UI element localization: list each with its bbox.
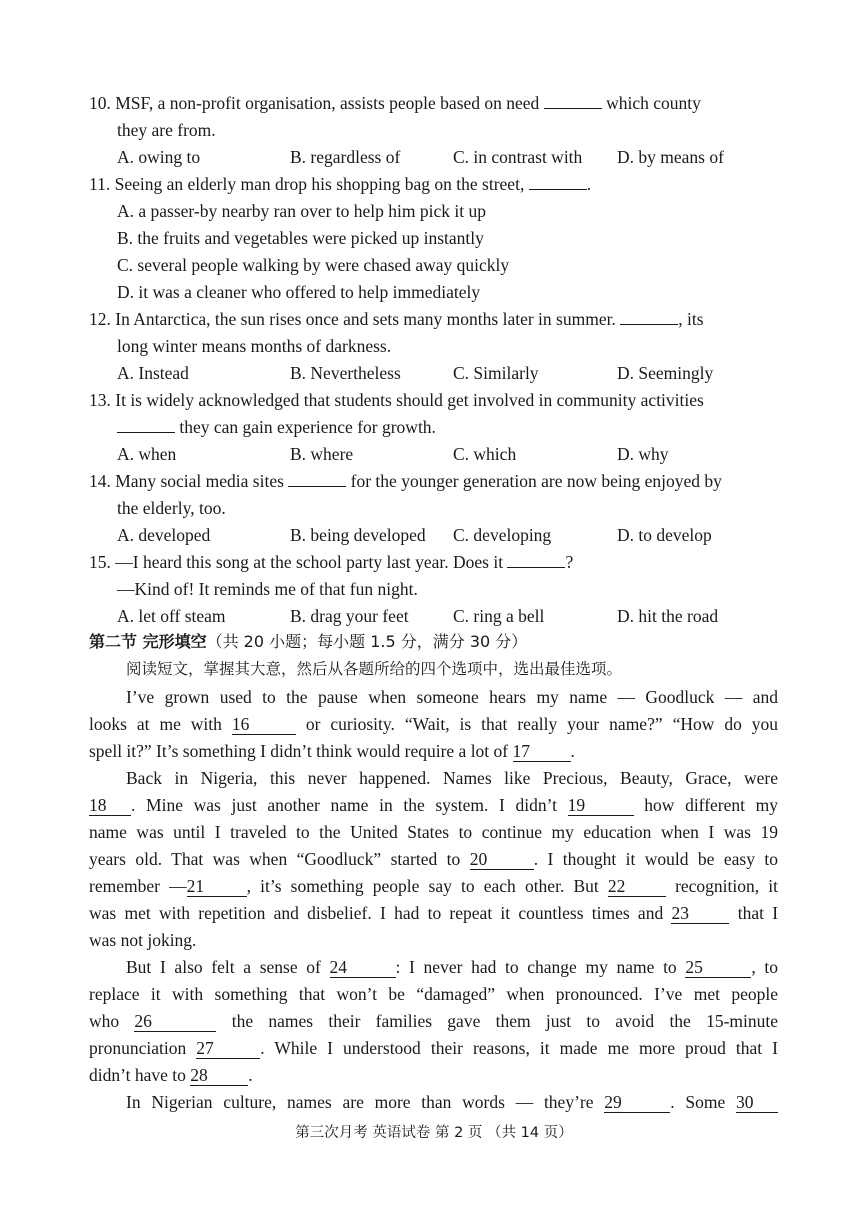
question-stem-part2: for the younger generation are now being enjoyed by: [346, 471, 722, 491]
option-a: A. a passer-by nearby ran over to help him pick it up: [117, 201, 486, 221]
passage-line: Back in Nigeria, this never happened. Names like Precious, Beauty, Grace, were: [126, 768, 778, 788]
question-15: [89, 549, 779, 630]
question-stem-part2: which county: [601, 93, 701, 113]
question-12: [89, 306, 779, 387]
blank-26: 26: [134, 1011, 216, 1032]
question-stem-part2: ?: [565, 552, 574, 572]
blank-21: 21: [187, 876, 247, 897]
passage-line: was met with repetition and disbelief. I had to repeat it countless times and 23 that I: [89, 903, 779, 923]
question-number: 14.: [89, 471, 116, 491]
answer-blank: [544, 90, 602, 109]
blank-20: 20: [470, 849, 534, 870]
question-number: 10.: [89, 93, 116, 113]
question-stem-part1: Many social media sites: [115, 471, 289, 491]
question-stem: [89, 387, 779, 414]
question-number: 12.: [89, 309, 116, 329]
question-number: 15.: [89, 552, 116, 572]
option-c: C. Similarly: [453, 363, 539, 383]
option-b: B. the fruits and vegetables were picked up instantly: [117, 228, 484, 248]
question-10: [89, 90, 779, 171]
option-d: D. Seemingly: [617, 363, 714, 383]
passage-line: spell it?” It’s something I didn’t think would require a lot of 17 .: [89, 741, 575, 761]
option-d: D. to develop: [617, 525, 712, 545]
page-footer: 第三次月考 英语试卷 第 2 页 （共 14 页）: [295, 1125, 573, 1141]
passage-line: 18 . Mine was just another name in the system. I didn’t 19 how different my: [89, 795, 779, 815]
question-14: [89, 468, 779, 549]
option-b: B. regardless of: [290, 147, 401, 167]
options-row: [89, 144, 779, 171]
passage-line: years old. That was when “Goodluck” started to 20 . I thought it would be easy to: [89, 849, 778, 869]
option-a: A. let off steam: [117, 606, 226, 626]
option-d: D. by means of: [617, 147, 724, 167]
option-b: B. being developed: [290, 525, 426, 545]
section-title: [89, 628, 527, 655]
answer-blank: [507, 549, 565, 568]
passage-line: But I also felt a sense of 24 : I never had to change my name to 25 , to: [126, 957, 779, 977]
option-b: B. where: [290, 444, 354, 464]
option-b: B. drag your feet: [290, 606, 409, 626]
options-row: [89, 360, 779, 387]
blank-30: 30: [736, 1092, 778, 1113]
question-13: [89, 387, 779, 468]
answer-blank: [288, 468, 346, 487]
blank-23: 23: [671, 903, 729, 924]
passage-line: pronunciation 27 . While I understood their reasons, it made me more proud that I: [89, 1038, 778, 1058]
option-c: C. several people walking by were chased away quickly: [117, 255, 510, 275]
option-b: B. Nevertheless: [290, 363, 401, 383]
option-a: A. Instead: [117, 363, 189, 383]
question-stem-continued: long winter means months of darkness.: [117, 336, 392, 356]
blank-19: 19: [568, 795, 634, 816]
question-stem-part1: It is widely acknowledged that students should get involved in community activities: [115, 390, 704, 410]
answer-blank: [529, 171, 587, 190]
question-stem-part1: Seeing an elderly man drop his shopping bag on the street,: [114, 174, 529, 194]
blank-17: 17: [513, 741, 571, 762]
option-d: D. hit the road: [617, 606, 719, 626]
option-a: A. owing to: [117, 147, 201, 167]
question-number: 11.: [89, 174, 115, 194]
passage-line: replace it with something that won’t be “damaged” when pronounced. I’ve met people: [89, 984, 778, 1004]
passage-line: remember —21 , it’s something people say to each other. But 22 recognition, it: [89, 876, 779, 896]
passage-line: name was until I traveled to the United States to continue my education when I was 19: [89, 822, 778, 842]
option-a: A. when: [117, 444, 177, 464]
question-stem-part2: , its: [678, 309, 704, 329]
question-stem-part2: .: [586, 174, 592, 194]
answer-blank: [117, 414, 175, 433]
option-c: C. ring a bell: [453, 606, 545, 626]
question-stem-continued: the elderly, too.: [117, 498, 226, 518]
blank-22: 22: [608, 876, 666, 897]
passage-line: In Nigerian culture, names are more than words — they’re 29 . Some 30: [89, 1089, 778, 1116]
option-a: A. developed: [117, 525, 211, 545]
question-stem-continued: they are from.: [117, 120, 216, 140]
blank-27: 27: [196, 1038, 260, 1059]
section-instructions: 阅读短文，掌握其大意，然后从各题所给的四个选项中，选出最佳选项。: [126, 660, 623, 678]
section-heading: 第二节 完形填空: [89, 632, 207, 651]
blank-18: 18: [89, 795, 131, 816]
answer-blank: [620, 306, 678, 325]
question-stem-part1: MSF, a non-profit organisation, assists people based on need: [115, 93, 544, 113]
question-stem-part1: In Antarctica, the sun rises once and sets many months later in summer.: [115, 309, 621, 329]
dialogue-reply: —Kind of! It reminds me of that fun night.: [117, 579, 418, 599]
blank-16: 16: [232, 714, 296, 735]
options-row: [89, 603, 779, 630]
passage-line: I’ve grown used to the pause when someone hears my name — Goodluck — and: [126, 687, 778, 707]
blank-24: 24: [330, 957, 396, 978]
blank-25: 25: [685, 957, 751, 978]
option-d: D. it was a cleaner who offered to help immediately: [117, 282, 481, 302]
blank-29: 29: [604, 1092, 670, 1113]
section-scoring: （共 20 小题；每小题 1.5 分，满分 30 分）: [206, 632, 528, 651]
question-stem-part1: —I heard this song at the school party last year. Does it: [115, 552, 508, 572]
option-d: D. why: [617, 444, 669, 464]
option-c: C. in contrast with: [453, 147, 583, 167]
question-stem-part2: they can gain experience for growth.: [175, 417, 436, 437]
option-c: C. developing: [453, 525, 552, 545]
options-row: [89, 522, 779, 549]
passage-line: who 26 the names their families gave them just to avoid the 15-minute: [89, 1011, 779, 1031]
passage-line: didn’t have to 28 .: [89, 1065, 253, 1085]
question-number: 13.: [89, 390, 116, 410]
option-c: C. which: [453, 444, 517, 464]
blank-28: 28: [190, 1065, 248, 1086]
options-row: [89, 441, 779, 468]
passage-line: looks at me with 16 or curiosity. “Wait, is that really your name?” “How do you: [89, 714, 779, 734]
passage-line: was not joking.: [89, 930, 197, 950]
cloze-passage: [89, 684, 778, 1116]
question-11: [89, 171, 779, 306]
